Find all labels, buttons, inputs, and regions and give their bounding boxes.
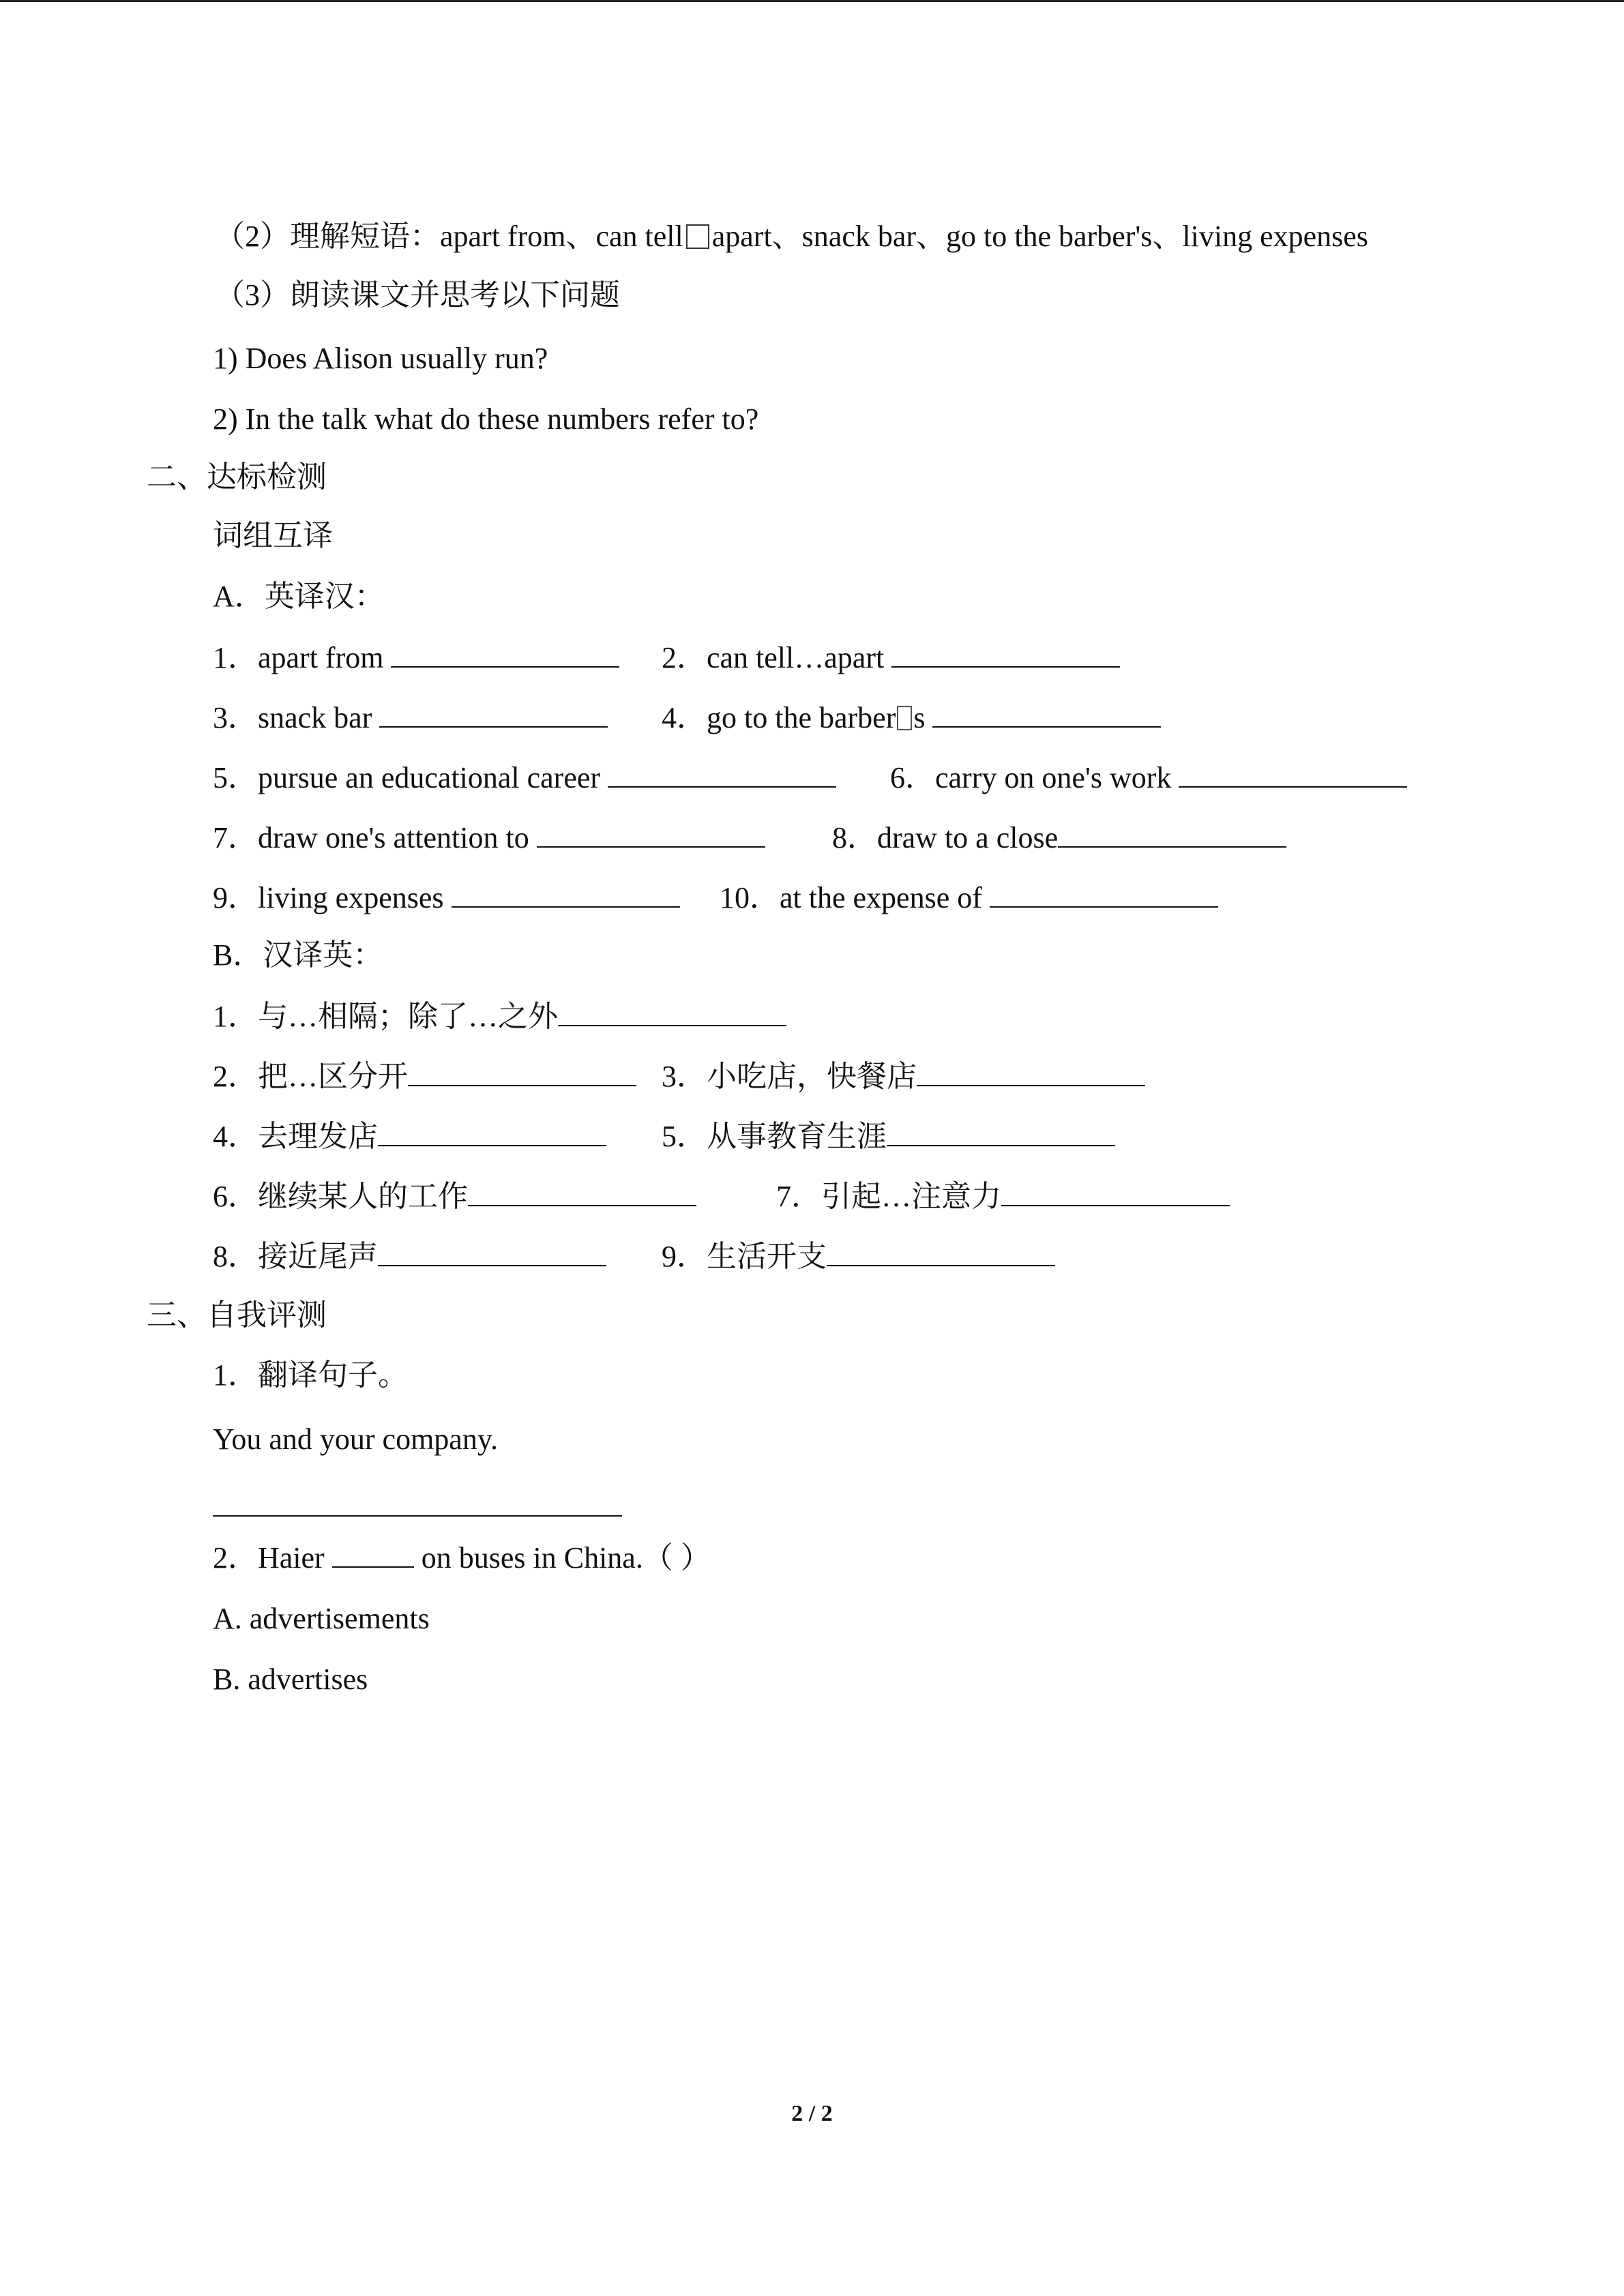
missing-glyph-box-icon xyxy=(897,706,912,730)
answer-blank[interactable] xyxy=(1058,816,1286,848)
section3-q1-sentence: You and your company. xyxy=(213,1422,498,1456)
translation-answer-line[interactable] xyxy=(213,1515,622,1517)
answer-blank[interactable] xyxy=(391,636,619,668)
partB-item-8: 8．接近尾声 xyxy=(213,1235,606,1277)
answer-blank[interactable] xyxy=(891,636,1120,668)
answer-blank[interactable] xyxy=(408,1055,636,1086)
partA-item-1: 1．apart from xyxy=(213,636,619,679)
section3-heading: 三、自我评测 xyxy=(147,1298,327,1332)
answer-blank[interactable] xyxy=(537,816,765,848)
item2-phrases xyxy=(215,216,1368,257)
partB-item-3: 3．小吃店，快餐店 xyxy=(662,1055,1145,1097)
partB-item-2: 2．把…区分开 xyxy=(213,1055,636,1097)
top-border xyxy=(0,0,1624,2)
partB-item-1: 1．与…相隔；除了…之外 xyxy=(213,995,786,1037)
answer-blank[interactable] xyxy=(378,1115,606,1146)
answer-blank[interactable] xyxy=(452,876,680,908)
partA-item-7: 7．draw one's attention to xyxy=(213,816,765,859)
partB-item-6: 6．继续某人的工作 xyxy=(213,1175,696,1217)
answer-blank[interactable] xyxy=(1179,756,1407,788)
partB-item-9: 9．生活开支 xyxy=(662,1235,1055,1277)
partA-item-2: 2．can tell…apart xyxy=(662,636,1120,679)
partA-item-5: 5．pursue an educational career xyxy=(213,756,836,799)
answer-blank[interactable] xyxy=(378,1235,606,1266)
answer-blank[interactable] xyxy=(827,1235,1055,1266)
answer-blank[interactable] xyxy=(1001,1175,1230,1206)
partB-item-5: 5．从事教育生涯 xyxy=(662,1115,1115,1157)
partA-item-8: 8．draw to a close xyxy=(832,816,1286,859)
item2-prefix: （2）理解短语：apart from、can tell xyxy=(215,220,683,253)
answer-blank[interactable] xyxy=(990,876,1218,908)
partA-label: A．英译汉： xyxy=(213,580,385,613)
answer-blank[interactable] xyxy=(468,1175,696,1206)
answer-blank[interactable] xyxy=(332,1536,414,1568)
partA-item-10: 10．at the expense of xyxy=(720,876,1218,919)
page-number: 2 / 2 xyxy=(791,2101,833,2126)
answer-blank[interactable] xyxy=(887,1115,1115,1146)
answer-blank[interactable] xyxy=(558,995,786,1026)
partA-item-4: 4．go to the barber s xyxy=(662,696,1161,739)
partB-label: B．汉译英： xyxy=(213,938,383,972)
answer-blank[interactable] xyxy=(608,756,836,788)
partB-item-7: 7．引起…注意力 xyxy=(776,1175,1230,1217)
partB-item-4: 4．去理发店 xyxy=(213,1115,606,1157)
partA-item-6: 6．carry on one's work xyxy=(890,756,1407,799)
section3-q2: 2．Haier on buses in China.（ ） xyxy=(213,1536,711,1579)
section3-q1-label: 1．翻译句子。 xyxy=(213,1358,408,1392)
missing-glyph-box-icon xyxy=(686,224,709,249)
partA-item-3: 3．snack bar xyxy=(213,696,608,739)
item2-suffix: apart、snack bar、go to the barber's、living expenses xyxy=(711,220,1368,253)
section2-heading: 二、达标检测 xyxy=(147,460,327,494)
option-a: A. advertisements xyxy=(213,1602,430,1635)
answer-blank[interactable] xyxy=(932,696,1161,728)
answer-blank[interactable] xyxy=(379,696,608,728)
partA-item-9: 9．living expenses xyxy=(213,876,680,919)
item3-reading-task: （3）朗读课文并思考以下问题 xyxy=(215,278,620,312)
answer-blank[interactable] xyxy=(917,1055,1145,1086)
question-1: 1) Does Alison usually run? xyxy=(213,342,548,375)
question-2: 2) In the talk what do these numbers refer to? xyxy=(213,402,759,436)
section2-subheading: 词组互译 xyxy=(213,519,333,552)
option-b: B. advertises xyxy=(213,1663,368,1696)
